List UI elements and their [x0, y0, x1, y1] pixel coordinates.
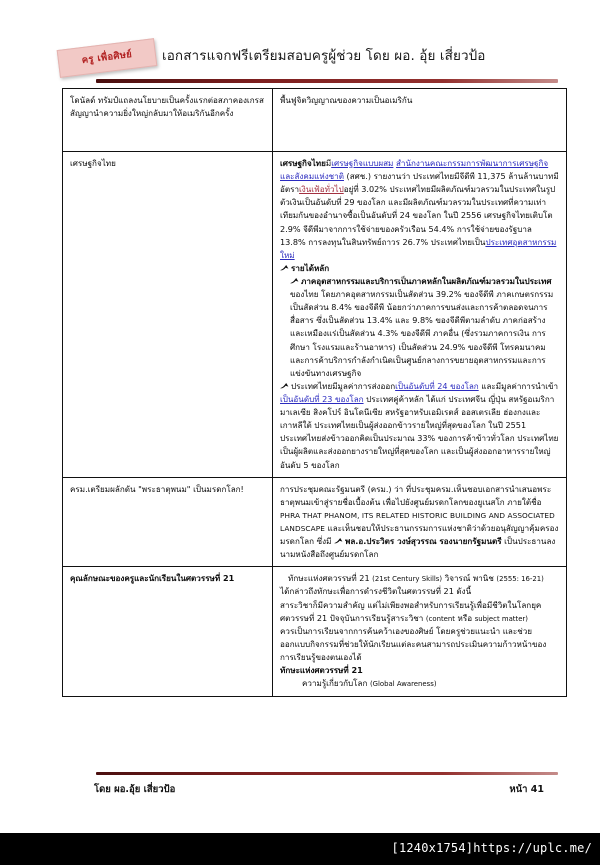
site-logo-badge — [57, 38, 158, 78]
arrow-bullet-icon — [334, 537, 343, 545]
link-import-rank[interactable]: เป็นอันดับที่ 23 ของโลก — [280, 393, 364, 404]
economy-text-a: มี — [325, 158, 332, 168]
skills-citation: (2555: 16-21) — [496, 575, 544, 584]
row-topic-cell — [63, 477, 273, 567]
economy-trade-text-c: ประเทศคู่ค้าหลัก ได้แก่ ประเทศจีน ญี่ปุ่น สหรัฐอเมริกา มาเลเซีย สิงคโปร์ อินโดนีเซีย สหรัฐอาหรับเอมิเรตส์ ออสเตรเลีย ฮ่องกงและเกาหลีใต้ ประเทศไทยเป็นผู้ส่งออกข้าวรายใหญ่ที่สุดของโลก ในปี 2551 ประเทศไทยส่งข้าวออกคิดเป็นประมาณ 33% ของการค้าข้าวทั่วโลก ประเทศไทยเป็นผู้ผลิตและส่งออกยางรายใหญ่ที่สุดของโลก และเป็นผู้ส่งออกอาหารรายใหญ่อันดับ 5 ของโลก — [280, 393, 559, 470]
skills-content-text: สาระวิชาก็มีความสำคัญ แต่ไม่เพียงพอสำหรับการเรียนรู้เพื่อมีชีวิตในโลกยุคศตวรรษที่ 21 ปัจจุบันการเรียนรู้สาระวิชา — [280, 599, 542, 623]
row-topic-text: ครม.เตรียมผลักดัน "พระธาตุพนม" เป็นมรดกโลก! — [70, 483, 244, 494]
row-detail-cell — [273, 477, 567, 567]
phrathatphanom-paragraph — [280, 483, 560, 562]
row-detail-text: พื้นฟูจิตวิญญาณของความเป็นอเมริกัน — [280, 95, 413, 105]
table-row — [63, 567, 567, 696]
phrathatphanom-text-a: การประชุมคณะรัฐมนตรี (ครม.) ว่า ที่ประชุมครม.เห็นชอบเอกสารนำเสนอพระธาตุพนมเข้าสู่รายชื่อเบื้องต้น เพื่อไปยังศูนย์มรดกโลกของยูเนสโก ภายใต้ชื่อ — [280, 483, 552, 507]
footer-divider-rule — [96, 772, 558, 775]
skills-paragraph-2: ได้กล่าวถึงทักษะเพื่อการดำรงชีวิตในศตวรรษที่ 21 ดังนี้ — [280, 586, 472, 597]
row-topic-cell — [63, 567, 273, 696]
row-topic-text: เศรษฐกิจไทย — [70, 158, 116, 168]
row-detail-cell — [273, 567, 567, 696]
phrathatphanom-person-name: พล.อ.ประวิตร วงษ์สุวรรณ รองนายกรัฐมนตรี — [344, 536, 502, 547]
row-topic-cell — [63, 152, 273, 478]
economy-income-heading-text: รายได้หลัก — [291, 262, 330, 273]
economy-sector-text: ของไทย โดยภาคอุตสาหกรรมเป็นสัดส่วน 39.2% ของจีดีพี ภาคเกษตรกรรมเป็นสัดส่วน 8.4% ของจีดีพี น้อยกว่าภาคการขนส่งและการค้าตลอดจนการสื่อสาร ซึ่งเป็นสัดส่วน 13.4% และ 9.8% ของจีดีพีตามลำดับ ภาคก่อสร้างและเหมืองแร่เป็นสัดส่วน 4.3% ของจีดีพี ภาคอื่น (ซึ่งรวมภาคการเงิน การศึกษา โรงแรมและร้านอาหาร) เป็นสัดส่วน 24.9% ของจีดีพี โทรคมนาคมและการค้าบริการกำลังกำเนิดเป็นศูนย์กลางการขยายอุตสาหกรรมและการแข่งขันทางเศรษฐกิจ — [290, 289, 554, 378]
economy-sector-lead: ภาคอุตสาหกรรมและบริการเป็นภาคหลักในผลิตภัณฑ์มวลรวมในประเทศ — [301, 275, 552, 286]
link-headline-inflation[interactable]: เงินเฟ้อทั่วไป — [299, 184, 344, 195]
content-table — [62, 88, 567, 697]
watermark-bar — [0, 833, 600, 865]
skills-author: วิจารณ์ พานิช — [442, 573, 497, 584]
skills-item-1-english: (Global Awareness) — [369, 680, 437, 689]
table-row — [63, 152, 567, 478]
arrow-bullet-icon — [280, 264, 289, 272]
skills-content-english-2: subject matter) — [474, 614, 528, 623]
skills-content-english-1: (content — [425, 614, 455, 623]
economy-text-c: อยู่ที่ 3.02% ประเทศไทยมีผลิตภัณฑ์มวลรวมในประเทศในรูปตัวเงินเป็นอันดับที่ 29 ของโลก และมีผลิตภัณฑ์มวลรวมในประเทศที่ความเท่าเทียมกันของอำนาจซื้อเป็นอันดับที่ 24 ของโลก ในปี 2556 เศรษฐกิจไทยเติบโต 2.9% จีดีพีมาจากการใช้จ่ายของครัวเรือน 54.4% การใช้จ่ายของรัฐบาล 13.8% การลงทุนในสินทรัพย์ถาวร 26.7% ประเทศไทยเป็น — [280, 184, 556, 247]
link-mixed-economy[interactable]: เศรษฐกิจแบบผสม — [331, 158, 394, 168]
skills-paragraph-4: ควรเป็นการเรียนจากการค้นคว้าเองของศิษย์ โดยครูช่วยแนะนำ และช่วยออกแบบกิจกรรมที่ช่วยให้นักเรียนแต่ละคนสามารถประเมินความก้าวหน้าของการเรียนรู้ของตนเองได้ — [280, 625, 547, 663]
row-detail-cell — [273, 152, 567, 478]
economy-income-heading — [280, 262, 560, 275]
footer-author: โดย ผอ.อุ้ย เสี่ยวป้อ — [94, 784, 176, 795]
skills-item-1-text: ความรู้เกี่ยวกับโลก — [302, 678, 370, 689]
link-nesdb[interactable]: สำนักงานคณะกรรมการพัฒนาการเศรษฐกิจและสังคมแห่งชาติ — [280, 158, 549, 182]
economy-lead-term: เศรษฐกิจไทย — [280, 158, 326, 168]
phrathatphanom-text-b: และเห็นชอบให้ประธานกรรมการแห่งชาติว่าด้วยอนุสัญญาคุ้มครองมรดกโลก ซึ่งมี — [280, 522, 559, 547]
economy-paragraph-1 — [280, 157, 560, 262]
economy-paragraph-2 — [280, 275, 560, 380]
table-row — [63, 89, 567, 152]
skills-content-or: หรือ — [454, 612, 475, 623]
header-divider-rule — [96, 79, 558, 83]
economy-trade-text-a: ประเทศไทยมีมูลค่าการส่งออก — [291, 380, 396, 391]
link-export-rank[interactable]: เป็นอันดับที่ 24 ของโลก — [395, 380, 479, 391]
row-topic-text: โดนัลด์ ทรัมป์แถลงนโยบายเป็นครั้งแรกต่อสภาคองเกรส สัญญานำความยิ่งใหญ่กลับมาให้อเมริกันอีกครั้ง — [70, 95, 264, 119]
row-topic-cell — [63, 89, 273, 152]
phrathatphanom-text-c: เป็นประธานลงนามหนังสือถึงศูนย์มรดกโลก — [280, 536, 556, 560]
watermark-text: [1240x1754]https://uplc.me/ — [391, 841, 592, 855]
skills-title-text: ทักษะแห่งศตวรรษที่ 21 — [288, 573, 373, 584]
economy-trade-text-b: และมีมูลค่าการนำเข้า — [478, 380, 559, 391]
skills-item-1 — [280, 677, 560, 690]
row-topic-text: คุณลักษณะของครูและนักเรียนในศตวรรษที่ 21 — [70, 573, 235, 584]
skills-subheading: ทักษะแห่งศตวรรษที่ 21 — [280, 665, 363, 676]
site-logo-text: ครู เพื่อศิษย์ — [81, 48, 133, 67]
arrow-bullet-icon — [280, 382, 289, 390]
row-detail-cell — [273, 89, 567, 152]
economy-paragraph-3 — [280, 380, 560, 472]
skills-paragraph-1 — [280, 572, 560, 585]
skills-paragraph-3 — [280, 599, 560, 625]
link-newly-industrialized-country[interactable]: ประเทศอุตสาหกรรมใหม่ — [280, 236, 557, 260]
phrathatphanom-english-title: PHRA THAT PHANOM, ITS RELATED HISTORIC BUILDING AND ASSOCIATED LANDSCAPE — [280, 510, 555, 533]
footer-page-number: หน้า 41 — [509, 784, 544, 795]
table-row — [63, 477, 567, 567]
arrow-bullet-icon — [290, 277, 299, 285]
document-header — [0, 22, 600, 84]
economy-text-b: (สศช.) รายงานว่า ประเทศไทยมีจีดีพี 11,375 ล้านล้านบาทมีอัตรา — [280, 171, 559, 195]
skills-title-english: (21st Century Skills) — [372, 575, 443, 584]
header-title: เอกสารแจกฟรีเตรียมสอบครูผู้ช่วย โดย ผอ. อุ้ย เสี่ยวป้อ — [162, 48, 486, 64]
